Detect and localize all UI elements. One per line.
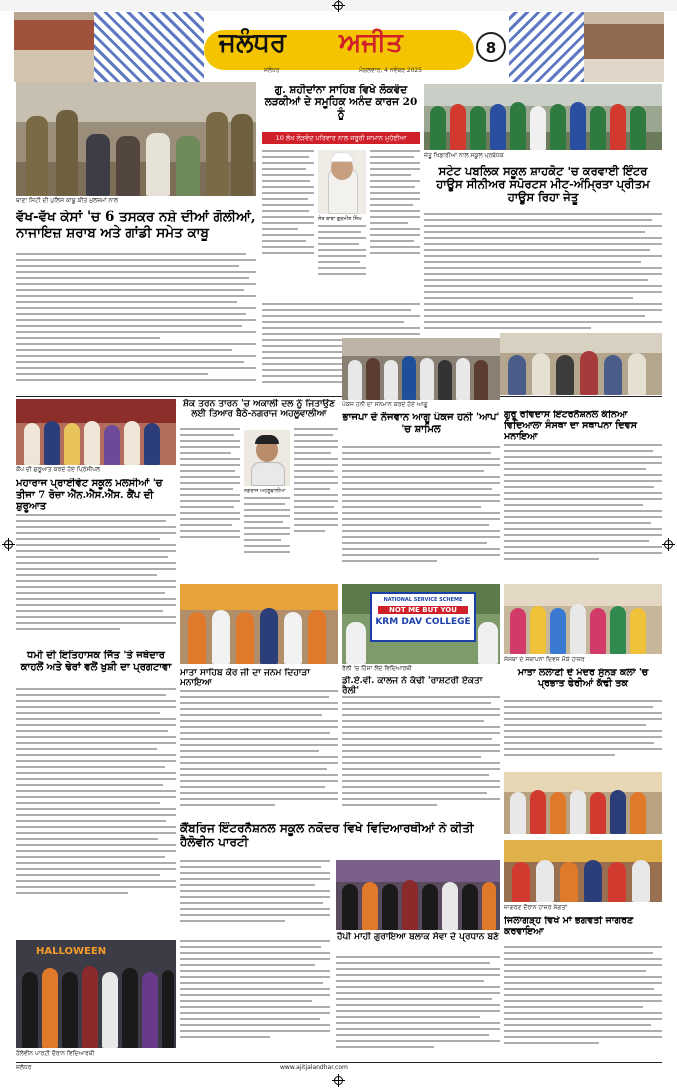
red-banner-text: 10 ਲੱਖ ਲੋੜਵੰਦ ਪਰਿਵਾਰ ਨਾਲ ਜਰੂਰੀ ਸਾਮਾਨ ਮੁਹੱਈਆ bbox=[275, 134, 407, 142]
registration-mark-right bbox=[664, 540, 673, 549]
registration-mark-bottom bbox=[334, 1076, 343, 1085]
caption-nss-camp: ਕੈਂਪ ਦੀ ਸ਼ੁਰੂਆਤ ਕਰਦੇ ਹੋਏ ਪ੍ਰਿੰਸੀਪਲ bbox=[16, 466, 101, 473]
caption-sant: ਸੰਤ ਬਾਬਾ ਗੁਰਮੀਤ ਸਿੰਘ bbox=[318, 216, 362, 222]
footer-right: www.ajitjalandhar.com bbox=[280, 1064, 348, 1071]
photo-sports-prize bbox=[500, 333, 662, 395]
photo-jagran bbox=[504, 840, 662, 902]
story-body-akali-a bbox=[180, 428, 240, 578]
story-body-akali-c bbox=[244, 497, 290, 577]
story-body-sthapna bbox=[504, 444, 662, 580]
photo-aap-joining bbox=[342, 338, 500, 400]
headline-sports-meet: ਸਟੇਟ ਪਬਲਿਕ ਸਕੂਲ ਸ਼ਾਹਕੋਟ 'ਚ ਕਰਵਾਈ ਇੰਟਰ ਹਾਊਸ ਸੀਨੀਅਰ ਸਪੋਰਟਸ ਮੀਟ-ਅੰਮ੍ਰਿਤਾ ਪ੍ਰੀਤਮ ਹਾਊਸ ਰਿਹਾ ਜੇਤੂ bbox=[436, 165, 650, 205]
photo-prabhat-pheri bbox=[504, 772, 662, 834]
story-body-nss-camp bbox=[16, 514, 176, 644]
photo-police-arrest bbox=[16, 82, 256, 196]
story-body-dav bbox=[342, 696, 500, 820]
headline-pankaj-honey: ਭਾਜਪਾ ਦੇ ਨੌਜਵਾਨ ਆਗੂ ਪੰਕਜ ਹਨੀ 'ਆਪ' 'ਚ ਸ਼ਾਮਿਲ bbox=[342, 412, 500, 435]
story-body-anand-karaj-c bbox=[318, 225, 366, 300]
headline-mata-lalani: ਮਾਤਾ ਲਲਾਣੀ ਦੇ ਮੰਦਰ ਸੁੰਨੜ ਕਲਾਂ 'ਚ ਪ੍ਰਭਾਤ ਫੇਰੀਆਂ ਕੱਢੀ ਤਕ bbox=[517, 668, 649, 689]
masthead-sub-left: ਜਲੰਧਰ bbox=[264, 67, 280, 74]
photo-mata-sahib-kaur bbox=[180, 584, 338, 664]
photo-halloween-costumes bbox=[336, 860, 500, 930]
story-body-halloween bbox=[180, 860, 330, 938]
caption-aap: ਪੰਕਜ ਹਨੀ ਦਾ ਸਨਮਾਨ ਕਰਦੇ ਹੋਏ ਆਗੂ bbox=[342, 401, 428, 408]
story-body-anand-karaj-a bbox=[262, 150, 314, 300]
college-sign: KRM DAV COLLEGE bbox=[375, 617, 471, 627]
story-body-mata-lalani bbox=[504, 700, 662, 770]
halloween-sign: HALLOWEEN bbox=[36, 946, 107, 957]
masthead-title-left: ਜਲੰਧਰ bbox=[219, 28, 287, 58]
story-body-pankaj bbox=[342, 446, 500, 578]
photo-sthapna-diwas bbox=[504, 584, 662, 654]
headline-jagran: ਜਿਲਾਗੜ੍ਹ ਵਿਖੇ ਮਾਂ ਭਗਵਤੀ ਜਾਗਰਣ ਕਰਵਾਇਆ bbox=[504, 916, 634, 937]
masthead-title-right: ਅਜੀਤ bbox=[339, 28, 403, 58]
story-body-jagran bbox=[504, 946, 662, 1058]
red-banner-strip bbox=[262, 132, 420, 144]
headline-mata-sahib-kaur: ਮਾਤਾ ਸਾਹਿਬ ਕੌਰ ਜੀ ਦਾ ਜਨਮ ਦਿਹਾੜਾ ਮਨਾਇਆ bbox=[180, 668, 310, 689]
footer-left: ਜਲੰਧਰ bbox=[16, 1064, 32, 1071]
headline-halloween-party: ਕੈਂਬਰਿਜ ਇੰਟਰਨੈਸ਼ਨਲ ਸਕੂਲ ਨਕੋਦਰ ਵਿਖੇ ਵਿਦਿਆਰਥੀਆਂ ਨੇ ਕੀਤੀ ਹੈਲੋਵੀਨ ਪਾਰਟੀ bbox=[180, 822, 474, 849]
headline-anand-karaj: ਗੁ. ਸ਼ਹੀਦਾਂਨਾ ਸਾਹਿਬ ਵਿਖੇ ਲੋਕਵੰਦ ਲੜਕੀਆਂ ਦੇ ਸਮੂਹਿਕ ਅਨੰਦ ਕਾਰਜ 20 ਨੂੰ bbox=[264, 84, 418, 121]
caption-nagraj: ਨਗਰਾਜ ਅਹਲੂਵਾਲੀਆ bbox=[244, 488, 286, 494]
masthead-pattern-right bbox=[509, 12, 584, 82]
registration-mark-left bbox=[4, 540, 13, 549]
story-body-akali-b bbox=[294, 428, 338, 578]
headline-dav-rally: ਡੀ.ਏ.ਵੀ. ਕਾਲਜ ਨੇ ਕੱਢੀ 'ਰਾਸ਼ਟਰੀ ਏਕਤਾ ਰੈਲੀ' bbox=[342, 676, 483, 697]
masthead bbox=[14, 12, 664, 82]
registration-mark-top bbox=[334, 1, 343, 10]
photo-nagraj-portrait bbox=[244, 430, 290, 486]
caption-sthapna: ਸੰਸਥਾ ਦੇ ਸਥਾਪਨਾ ਦਿਵਸ ਮੌਕੇ ਹਾਜ਼ਰ bbox=[504, 656, 585, 663]
headline-sthapna-diwas: ਗੁਰੂ ਰਵਿਦਾਸ ਇੰਟਰਨੈਸ਼ਨਲ ਕੰਨਿਆ ਵਿਦਿਆਲਾ ਸੰਸਥਾ ਦਾ ਸਥਾਪਨਾ ਦਿਵਸ ਮਨਾਇਆ bbox=[504, 410, 637, 442]
masthead-photo-left bbox=[14, 12, 94, 82]
photo-dav-rally bbox=[342, 584, 500, 664]
story-body-happy-mahi bbox=[336, 956, 500, 1056]
page-number: 8 bbox=[485, 39, 497, 57]
headline-six-smugglers: ਵੱਖ-ਵੱਖ ਕੇਸਾਂ 'ਚ 6 ਤਸਕਰ ਨਸ਼ੇ ਦੀਆਂ ਗੋਲੀਆਂ, ਨਾਜਾਇਜ਼ ਸ਼ਰਾਬ ਅਤੇ ਗਾਂਡੀ ਸਮੇਤ ਕਾਬੂ bbox=[16, 210, 256, 241]
story-body-mata-sahib bbox=[180, 690, 338, 820]
headline-dhami-victory: ਧਮੀ ਦੀ ਇਤਿਹਾਸਕ ਜਿੱਤ 'ਤੇ ਜਥੇਦਾਰ ਕਾਹਲੋਂ ਅਤੇ ਢੇਰਾਂ ਵਲੋਂ ਖੁਸ਼ੀ ਦਾ ਪ੍ਰਗਟਾਵਾ bbox=[20, 650, 172, 673]
headline-akali-dal: ਸ਼ੋਕ ਤਰਨ ਤਾਰਨ 'ਚ ਅਕਾਲੀ ਦਲ ਨੂੰ ਜਿਤਾਉਣ ਲਈ ਤਿਆਰ ਬੈਠੇ-ਨਗਰਾਜ ਅਹਲੂਵਾਲੀਆ bbox=[182, 399, 335, 420]
photo-halloween-students bbox=[16, 940, 176, 1048]
story-body-halloween-b bbox=[180, 940, 330, 1052]
masthead-pattern-left bbox=[94, 12, 204, 82]
photo-nss-camp bbox=[16, 399, 176, 465]
masthead-photo-right bbox=[584, 12, 664, 82]
caption-police: ਥਾਣਾ ਸਿਟੀ ਦੀ ਪੁਲਿਸ ਕਾਬੂ ਕੀਤੇ ਮੁਲਜ਼ਮਾਂ ਨਾਲ bbox=[16, 197, 119, 204]
story-body-anand-karaj-b bbox=[370, 150, 420, 300]
nss-banner-motto: NOT ME BUT YOU bbox=[378, 606, 468, 614]
story-body-dhami bbox=[16, 688, 176, 933]
nss-banner-title: NATIONAL SERVICE SCHEME bbox=[383, 597, 463, 603]
footer-rule bbox=[16, 1062, 662, 1063]
page-number-badge bbox=[476, 32, 506, 62]
story-body-sports bbox=[424, 213, 662, 333]
headline-nss-camp: ਮਹਾਰਾਜ ਪ੍ਰਾਈਵੇਟ ਸਕੂਲ ਮਲਸੀਆਂ 'ਚ ਤੀਜਾ 7 ਰੋਜ਼ਾ ਐੱਨ.ਐੱਸ.ਐੱਸ. ਕੈਂਪ ਦੀ ਸ਼ੁਰੂਆਤ bbox=[16, 478, 163, 512]
rule-row1 bbox=[16, 396, 662, 397]
headline-happy-mahi: ਹੈਪੀ ਮਾਹੀ ਗੁਰਾਇਆ ਬਲਾਕ ਸੇਵਾ ਦੇ ਪ੍ਰਧਾਨ ਬਣੇ bbox=[336, 932, 500, 942]
story-body-smugglers bbox=[16, 253, 256, 393]
photo-sant-portrait bbox=[318, 150, 366, 214]
caption-jagran: ਜਾਗਰਣ ਦੌਰਾਨ ਹਾਜ਼ਰ ਸੰਗਤਾਂ bbox=[504, 904, 568, 911]
caption-sports: ਜੇਤੂ ਖਿਡਾਰੀਆਂ ਨਾਲ ਸਕੂਲ ਪ੍ਰਬੰਧਕ bbox=[424, 152, 504, 159]
caption-dav-rally: ਰੈਲੀ 'ਚ ਹਿੱਸਾ ਲੈਂਦੇ ਵਿਦਿਆਰਥੀ bbox=[342, 665, 412, 672]
caption-halloween: ਹੈਲੋਵੀਨ ਪਾਰਟੀ ਦੌਰਾਨ ਵਿਦਿਆਰਥੀ bbox=[16, 1050, 95, 1057]
masthead-date: ਮੰਗਲਵਾਰ, 4 ਨਵੰਬਰ 2025 bbox=[359, 67, 423, 74]
nss-banner bbox=[370, 592, 476, 642]
photo-sports-meet bbox=[424, 84, 662, 150]
